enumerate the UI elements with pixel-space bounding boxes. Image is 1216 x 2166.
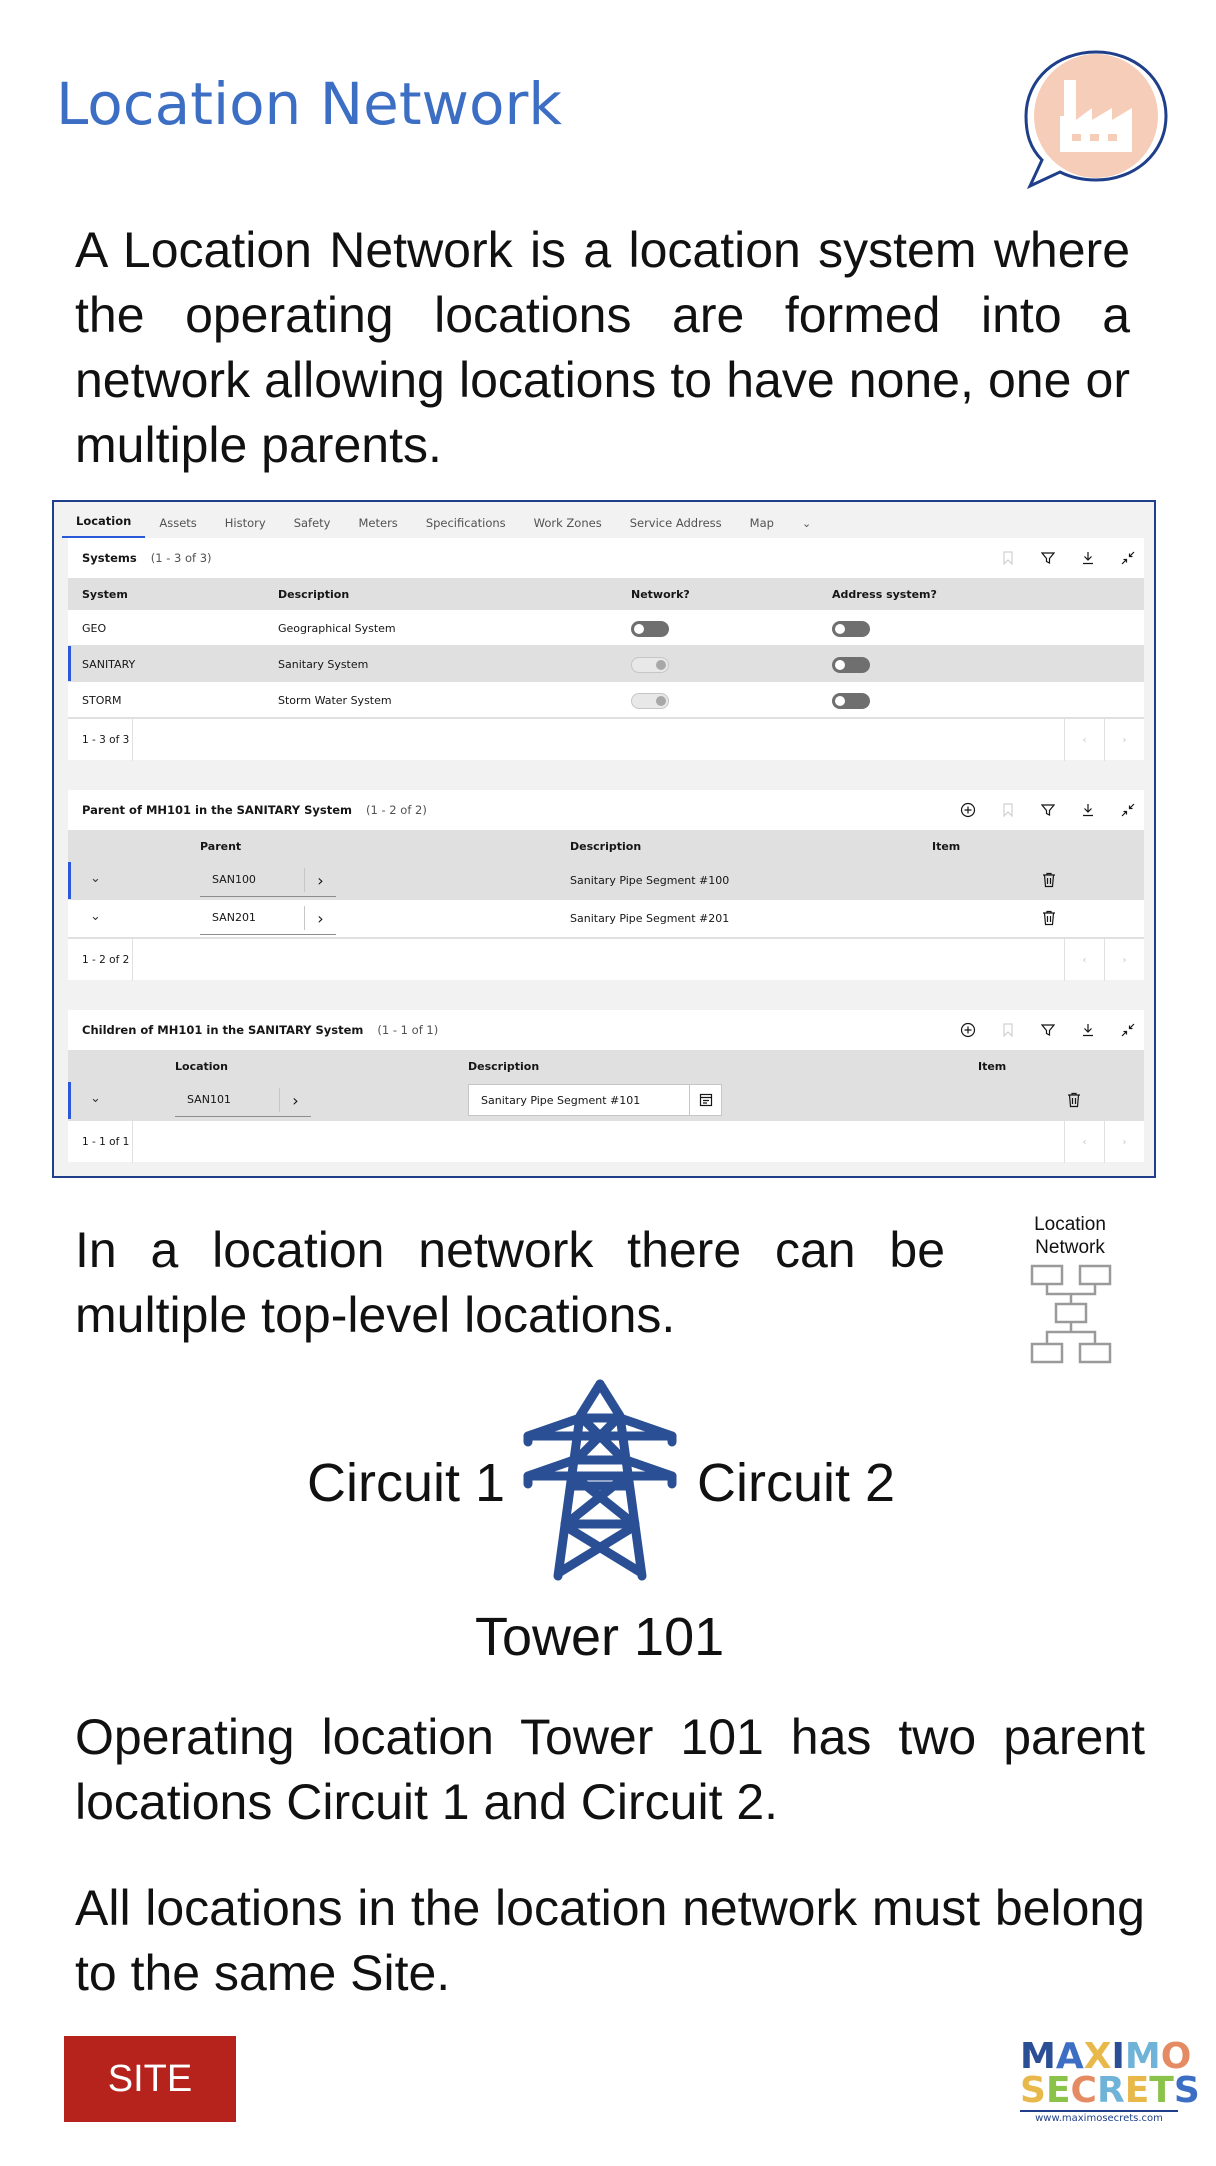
- table-row[interactable]: [68, 900, 1144, 938]
- systems-column-headers: [68, 578, 1144, 610]
- children-title: Children of MH101 in the SANITARY System: [82, 1023, 364, 1037]
- location-value: SAN101: [187, 1092, 231, 1106]
- column-header[interactable]: Parent: [200, 840, 242, 853]
- divider: [132, 719, 133, 761]
- add-icon[interactable]: [958, 1020, 978, 1040]
- bookmark-icon[interactable]: [998, 800, 1018, 820]
- factory-icon: [1020, 46, 1172, 196]
- description-input[interactable]: [468, 1084, 722, 1116]
- prev-page-icon[interactable]: ‹: [1064, 939, 1104, 981]
- circuit-2-label: Circuit 2: [697, 1453, 896, 1513]
- next-page-icon[interactable]: ›: [1104, 939, 1144, 981]
- network-toggle[interactable]: [631, 693, 669, 709]
- chevron-down-icon[interactable]: ⌄: [90, 909, 101, 924]
- top-level-paragraph: In a location network there can be multiple top-level locations.: [75, 1222, 945, 1343]
- trash-icon[interactable]: [1042, 872, 1056, 888]
- add-icon[interactable]: [958, 800, 978, 820]
- long-description-icon[interactable]: [689, 1085, 721, 1115]
- parents-column-headers: [68, 830, 1144, 862]
- site-button[interactable]: SITE: [64, 2036, 236, 2122]
- intro-paragraph: A Location Network is a location system where the operating locations are formed into a network allowing locations to have none, one or multiple parents.: [75, 222, 1130, 473]
- column-header[interactable]: Item: [978, 1060, 1007, 1073]
- transmission-tower-icon: [520, 1376, 680, 1586]
- table-row[interactable]: [68, 862, 1144, 900]
- page-title: Location Network: [56, 70, 562, 138]
- divider: [132, 1121, 133, 1163]
- children-header: [68, 1010, 1144, 1050]
- tab-specifications[interactable]: Specifications: [425, 516, 506, 530]
- hierarchy-icon: [1028, 1262, 1114, 1366]
- location-lookup[interactable]: [175, 1082, 311, 1117]
- tower-label: Tower 101: [475, 1607, 725, 1667]
- trash-icon[interactable]: [1042, 910, 1056, 926]
- description-cell: Storm Water System: [278, 694, 392, 707]
- description-cell: Sanitary Pipe Segment #100: [570, 874, 730, 887]
- column-header[interactable]: Address system?: [832, 588, 937, 601]
- description-value: Sanitary Pipe Segment #101: [481, 1093, 641, 1107]
- tab-safety[interactable]: Safety: [293, 516, 331, 530]
- table-row[interactable]: [68, 682, 1144, 718]
- column-header[interactable]: Description: [278, 588, 350, 601]
- chevron-right-icon[interactable]: ›: [304, 906, 336, 930]
- maximo-secrets-logo: [1020, 2036, 1200, 2124]
- collapse-icon[interactable]: [1118, 800, 1138, 820]
- chevron-right-icon[interactable]: ›: [304, 868, 336, 892]
- logo-line-1: MAXIMO: [1020, 2036, 1192, 2077]
- trash-icon[interactable]: [1067, 1092, 1081, 1108]
- systems-table: [68, 538, 1144, 760]
- bookmark-icon[interactable]: [998, 548, 1018, 568]
- download-icon[interactable]: [1078, 1020, 1098, 1040]
- parents-title: Parent of MH101 in the SANITARY System: [82, 803, 353, 817]
- pagination-label: 1 - 3 of 3: [82, 734, 130, 746]
- children-column-headers: [68, 1050, 1144, 1082]
- collapse-icon[interactable]: [1118, 1020, 1138, 1040]
- systems-pagination: [68, 718, 1144, 760]
- next-page-icon[interactable]: ›: [1104, 719, 1144, 761]
- children-count: (1 - 1 of 1): [377, 1023, 439, 1037]
- collapse-icon[interactable]: [1118, 548, 1138, 568]
- table-row[interactable]: [68, 646, 1144, 682]
- filter-icon[interactable]: [1038, 548, 1058, 568]
- network-toggle[interactable]: [631, 657, 669, 673]
- column-header[interactable]: Description: [570, 840, 642, 853]
- systems-toolbar: [998, 548, 1138, 568]
- filter-icon[interactable]: [1038, 800, 1058, 820]
- description-cell: Geographical System: [278, 622, 396, 635]
- chevron-down-icon[interactable]: ⌄: [801, 517, 812, 530]
- address-toggle[interactable]: [832, 693, 870, 709]
- table-row[interactable]: [68, 610, 1144, 646]
- column-header[interactable]: System: [82, 588, 128, 601]
- parents-header: [68, 790, 1144, 830]
- parent-value: SAN201: [212, 910, 256, 924]
- description-cell: Sanitary Pipe Segment #201: [570, 912, 730, 925]
- pagination-label: 1 - 1 of 1: [82, 1136, 130, 1148]
- filter-icon[interactable]: [1038, 1020, 1058, 1040]
- tab-map[interactable]: Map: [749, 516, 774, 530]
- next-page-icon[interactable]: ›: [1104, 1121, 1144, 1163]
- description-cell: Sanitary System: [278, 658, 369, 671]
- parent-value: SAN100: [212, 872, 256, 886]
- column-header[interactable]: Description: [468, 1060, 540, 1073]
- column-header[interactable]: Location: [175, 1060, 228, 1073]
- parent-lookup[interactable]: [200, 862, 336, 897]
- column-header[interactable]: Item: [932, 840, 961, 853]
- systems-header: [68, 538, 1144, 578]
- chevron-right-icon[interactable]: ›: [279, 1088, 311, 1112]
- children-pagination: [68, 1120, 1144, 1162]
- systems-count: (1 - 3 of 3): [150, 551, 212, 565]
- tab-meters[interactable]: Meters: [358, 516, 398, 530]
- address-toggle[interactable]: [832, 657, 870, 673]
- tab-assets[interactable]: Assets: [159, 516, 197, 530]
- system-cell: SANITARY: [82, 658, 136, 671]
- prev-page-icon[interactable]: ‹: [1064, 719, 1104, 761]
- column-header[interactable]: Network?: [631, 588, 690, 601]
- tower-paragraph: Operating location Tower 101 has two parent locations Circuit 1 and Circuit 2.: [75, 1709, 1145, 1830]
- tab-work-zones[interactable]: Work Zones: [533, 516, 602, 530]
- download-icon[interactable]: [1078, 548, 1098, 568]
- children-table: [68, 1010, 1144, 1162]
- site-paragraph: All locations in the location network must belong to the same Site.: [75, 1880, 1145, 2001]
- maximo-screenshot: [52, 500, 1156, 1178]
- system-cell: STORM: [82, 694, 122, 707]
- download-icon[interactable]: [1078, 800, 1098, 820]
- parents-toolbar: [958, 800, 1138, 820]
- circuit-1-label: Circuit 1: [307, 1453, 506, 1513]
- parent-lookup[interactable]: [200, 900, 336, 935]
- tab-service-address[interactable]: Service Address: [629, 516, 722, 530]
- chevron-down-icon[interactable]: ⌄: [90, 871, 101, 886]
- bookmark-icon[interactable]: [998, 1020, 1018, 1040]
- parents-pagination: [68, 938, 1144, 980]
- systems-title: Systems: [82, 551, 137, 565]
- divider: [132, 939, 133, 981]
- parents-table: [68, 790, 1144, 980]
- logo-url: www.maximosecrets.com: [1020, 2110, 1178, 2124]
- pagination-label: 1 - 2 of 2: [82, 954, 130, 966]
- address-toggle[interactable]: [832, 621, 870, 637]
- tab-location[interactable]: Location: [62, 506, 145, 538]
- prev-page-icon[interactable]: ‹: [1064, 1121, 1104, 1163]
- tab-bar: [62, 506, 825, 538]
- children-toolbar: [958, 1020, 1138, 1040]
- logo-line-2: SECRETS: [1020, 2070, 1200, 2111]
- tab-history[interactable]: History: [224, 516, 266, 530]
- parents-count: (1 - 2 of 2): [366, 803, 427, 817]
- system-cell: GEO: [82, 622, 107, 635]
- table-row[interactable]: [68, 1082, 1144, 1120]
- network-toggle[interactable]: [631, 621, 669, 637]
- network-label: Location Network: [1034, 1214, 1106, 1258]
- chevron-down-icon[interactable]: ⌄: [90, 1091, 101, 1106]
